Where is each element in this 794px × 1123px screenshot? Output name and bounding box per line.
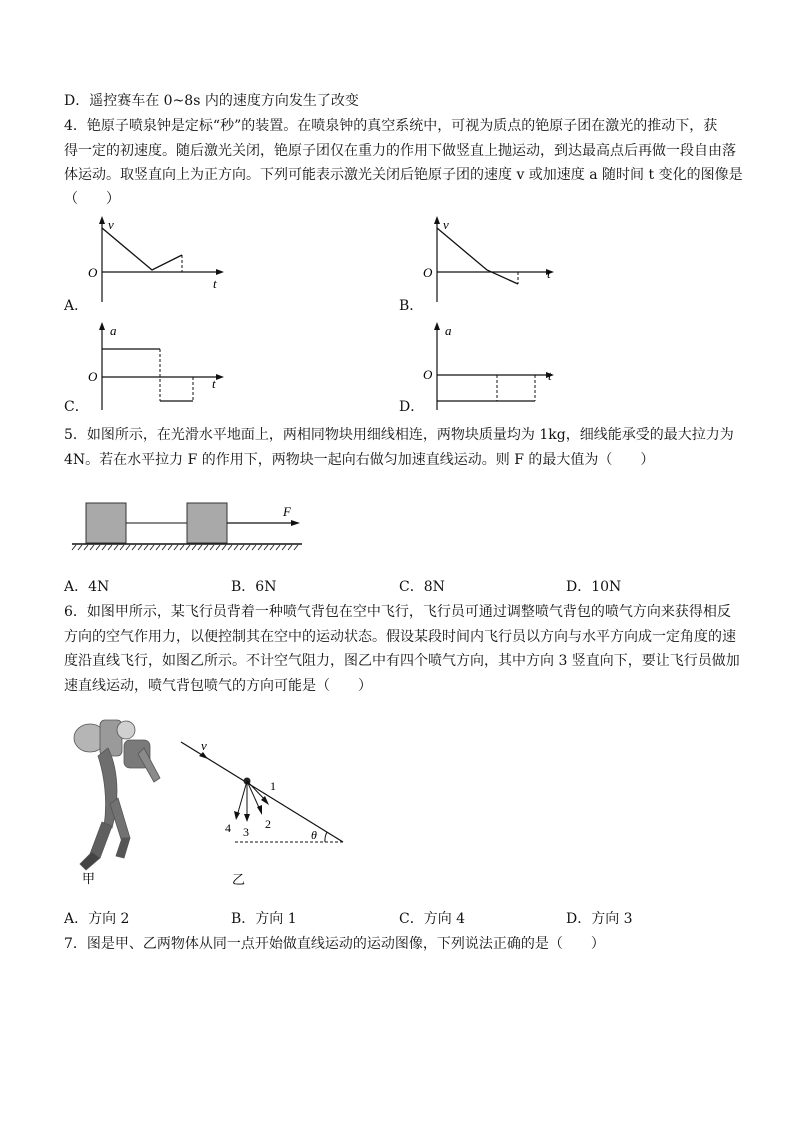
q6-pilot-figure	[60, 708, 170, 890]
q5-stem-line-2: 4N。若在水平拉力 F 的作用下，两物块一起向右做匀加速直线运动。则 F 的最大值为（ ）	[64, 452, 655, 468]
theta-arc	[325, 832, 327, 842]
ground-hatching	[72, 545, 298, 550]
q5-blocks-figure	[68, 494, 308, 554]
q4-d-t-label: t	[548, 368, 552, 383]
q4-c-a-label: a	[110, 323, 117, 338]
q6-option-d[interactable]: D．方向 3	[566, 911, 633, 927]
q7-stem: 7．图是甲、乙两物体从同一点开始做直线运动的运动图像，下列说法正确的是（ ）	[64, 936, 605, 952]
q4-option-c[interactable]: C．	[64, 399, 89, 415]
q5-option-a[interactable]: A．4N	[64, 579, 110, 595]
q6-option-b[interactable]: B．方向 1	[231, 911, 297, 927]
force-label: F	[283, 504, 291, 519]
q4-graph-c	[80, 318, 240, 413]
q6-stem-line-1: 6．如图甲所示，某飞行员背着一种喷气背包在空中飞行，飞行员可通过调整喷气背包的喷气方向来获得相反	[64, 604, 731, 620]
q6-stem-line-3: 度沿直线飞行，如图乙所示。不计空气阻力，图乙中有四个喷气方向，其中方向 3 竖直向下，要让飞行员做加	[64, 653, 740, 669]
q4-b-t-label: t	[547, 266, 551, 281]
q3-option-d: D．遥控赛车在 0~8s 内的速度方向发生了改变	[64, 93, 359, 109]
direction-3-label: 3	[243, 825, 249, 839]
q4-b-v-label: v	[443, 217, 449, 232]
q4-graph-b	[415, 212, 575, 307]
q4-graph-a	[80, 212, 240, 307]
q4-graph-d	[415, 318, 575, 413]
q4-option-a[interactable]: A．	[64, 298, 89, 314]
direction-1-label: 1	[270, 779, 276, 793]
q4-stem-line-1: 4．铯原子喷泉钟是定标“秒”的装置。在喷泉钟的真空系统中，可视为质点的铯原子团在激光的推动下，获	[64, 118, 718, 134]
direction-4-label: 4	[225, 821, 231, 835]
q5-option-c[interactable]: C．8N	[399, 579, 445, 595]
q4-stem-line-4: （ ）	[64, 191, 120, 207]
q4-c-origin-label: O	[88, 369, 98, 384]
q6-option-a[interactable]: A．方向 2	[64, 911, 130, 927]
q4-d-a-label: a	[445, 323, 452, 338]
q4-c-t-label: t	[212, 376, 216, 391]
q4-stem-line-3: 体运动。取竖直向上为正方向。下列可能表示激光关闭后铯原子团的速度 v 或加速度 a 随时间 t 变化的图像是	[64, 167, 743, 183]
block-left	[86, 503, 126, 543]
q4-d-origin-label: O	[423, 367, 433, 382]
q4-a-v-label: v	[108, 217, 114, 232]
q6-stem-line-2: 方向的空气作用力，以便控制其在空中的运动状态。假设某段时间内飞行员以方向与水平方向成一定角度的速	[64, 629, 736, 645]
block-right	[187, 503, 227, 543]
fig-jia-label: 甲	[82, 871, 96, 886]
velocity-arrow	[199, 752, 208, 759]
q4-a-t-label: t	[213, 276, 217, 291]
q6-direction-diagram	[175, 738, 355, 888]
q5-option-d[interactable]: D．10N	[566, 579, 622, 595]
direction-2-label: 2	[265, 817, 271, 831]
q4-b-origin-label: O	[423, 265, 433, 280]
fig-yi-label: 乙	[232, 872, 246, 887]
q5-option-b[interactable]: B．6N	[231, 579, 277, 595]
q6-stem-line-4: 速直线运动，喷气背包喷气的方向可能是（ ）	[64, 678, 372, 694]
theta-label: θ	[311, 828, 317, 842]
q6-option-c[interactable]: C．方向 4	[399, 911, 466, 927]
q4-a-origin-label: O	[88, 265, 98, 280]
q4-stem-line-2: 得一定的初速度。随后激光关闭，铯原子团仅在重力的作用下做竖直上抛运动，到达最高点后再做一段自由落	[64, 143, 736, 159]
velocity-label: v	[201, 738, 207, 753]
q4-option-b[interactable]: B．	[399, 298, 424, 314]
q4-option-d[interactable]: D．	[399, 399, 425, 415]
q5-stem-line-1: 5．如图所示，在光滑水平地面上，两相同物块用细线相连，两物块质量均为 1kg，细线能承受的最大拉力为	[64, 427, 734, 443]
